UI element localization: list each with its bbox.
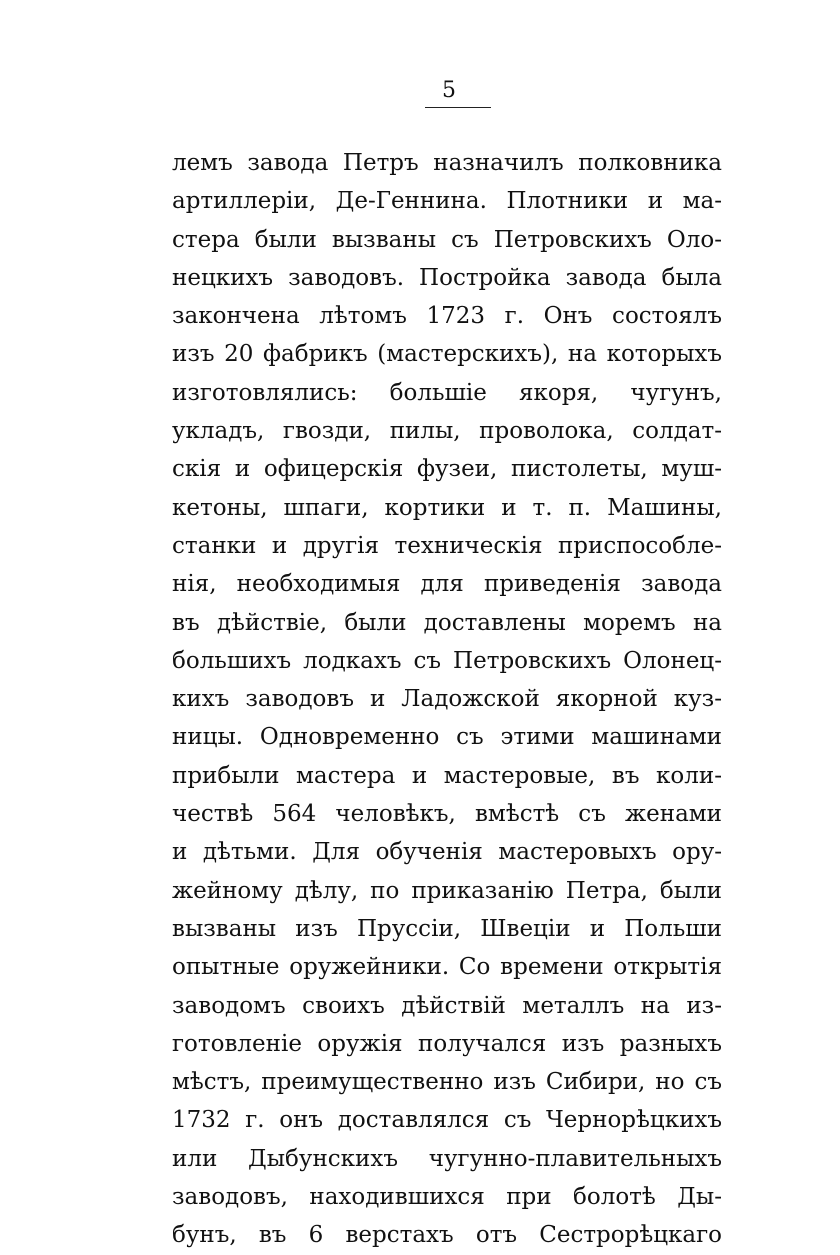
text-line: жейному дѣлу, по приказанію Петра, были bbox=[172, 877, 722, 904]
text-line: нецкихъ заводовъ. Постройка завода была bbox=[172, 264, 722, 291]
text-line: въ дѣйствіе, были доставлены моремъ на bbox=[172, 609, 722, 636]
text-line: бунъ, въ 6 верстахъ отъ Сестрорѣцкаго bbox=[172, 1222, 722, 1249]
text-line: опытные оружейники. Со времени открытія bbox=[172, 954, 722, 981]
text-line: заводовъ, находившихся при болотѣ Ды- bbox=[172, 1184, 722, 1211]
text-line: изъ 20 фабрикъ (мастерскихъ), на которыхъ bbox=[172, 341, 722, 368]
text-line: мѣстъ, преимущественно изъ Сибири, но съ bbox=[172, 1069, 722, 1096]
text-line: кихъ заводовъ и Ладожской якорной куз- bbox=[172, 686, 722, 713]
text-line: изготовлялись: большіе якоря, чугунъ, bbox=[172, 379, 722, 406]
text-line: лемъ завода Петръ назначилъ полковника bbox=[172, 150, 722, 176]
text-line: прибыли мастера и мастеровые, въ коли- bbox=[172, 762, 722, 789]
text-line: большихъ лодкахъ съ Петровскихъ Олонец- bbox=[172, 647, 722, 674]
text-line: укладъ, гвозди, пилы, проволока, солдат- bbox=[172, 418, 722, 445]
text-line: ницы. Одновременно съ этими машинами bbox=[172, 724, 722, 751]
text-line: готовленіе оружія получался изъ разныхъ bbox=[172, 1030, 722, 1057]
page-number: 5 bbox=[442, 78, 456, 103]
text-line: стера были вызваны съ Петровскихъ Оло- bbox=[172, 226, 722, 253]
body-text bbox=[172, 144, 722, 1255]
text-line: артиллеріи, Де-Геннина. Плотники и ма- bbox=[172, 188, 722, 215]
text-line: чествѣ 564 человѣкъ, вмѣстѣ съ женами bbox=[172, 801, 722, 828]
text-line: или Дыбунскихъ чугунно-плавительныхъ bbox=[172, 1145, 722, 1172]
text-line: кетоны, шпаги, кортики и т. п. Машины, bbox=[172, 494, 722, 521]
text-line: и дѣтьми. Для обученія мастеровыхъ ору- bbox=[172, 839, 722, 866]
text-line: станки и другія техническія приспособле- bbox=[172, 532, 722, 559]
page-number-rule bbox=[425, 107, 491, 108]
text-line: вызваны изъ Пруссіи, Швеціи и Польши bbox=[172, 915, 722, 942]
text-line: 1732 г. онъ доставлялся съ Чернорѣцкихъ bbox=[172, 1107, 722, 1134]
text-line: скія и офицерскія фузеи, пистолеты, муш- bbox=[172, 456, 722, 483]
text-line: нія, необходимыя для приведенія завода bbox=[172, 571, 722, 598]
text-line: заводомъ своихъ дѣйствій металлъ на из- bbox=[172, 992, 722, 1019]
text-line: закончена лѣтомъ 1723 г. Онъ состоялъ bbox=[172, 303, 722, 330]
